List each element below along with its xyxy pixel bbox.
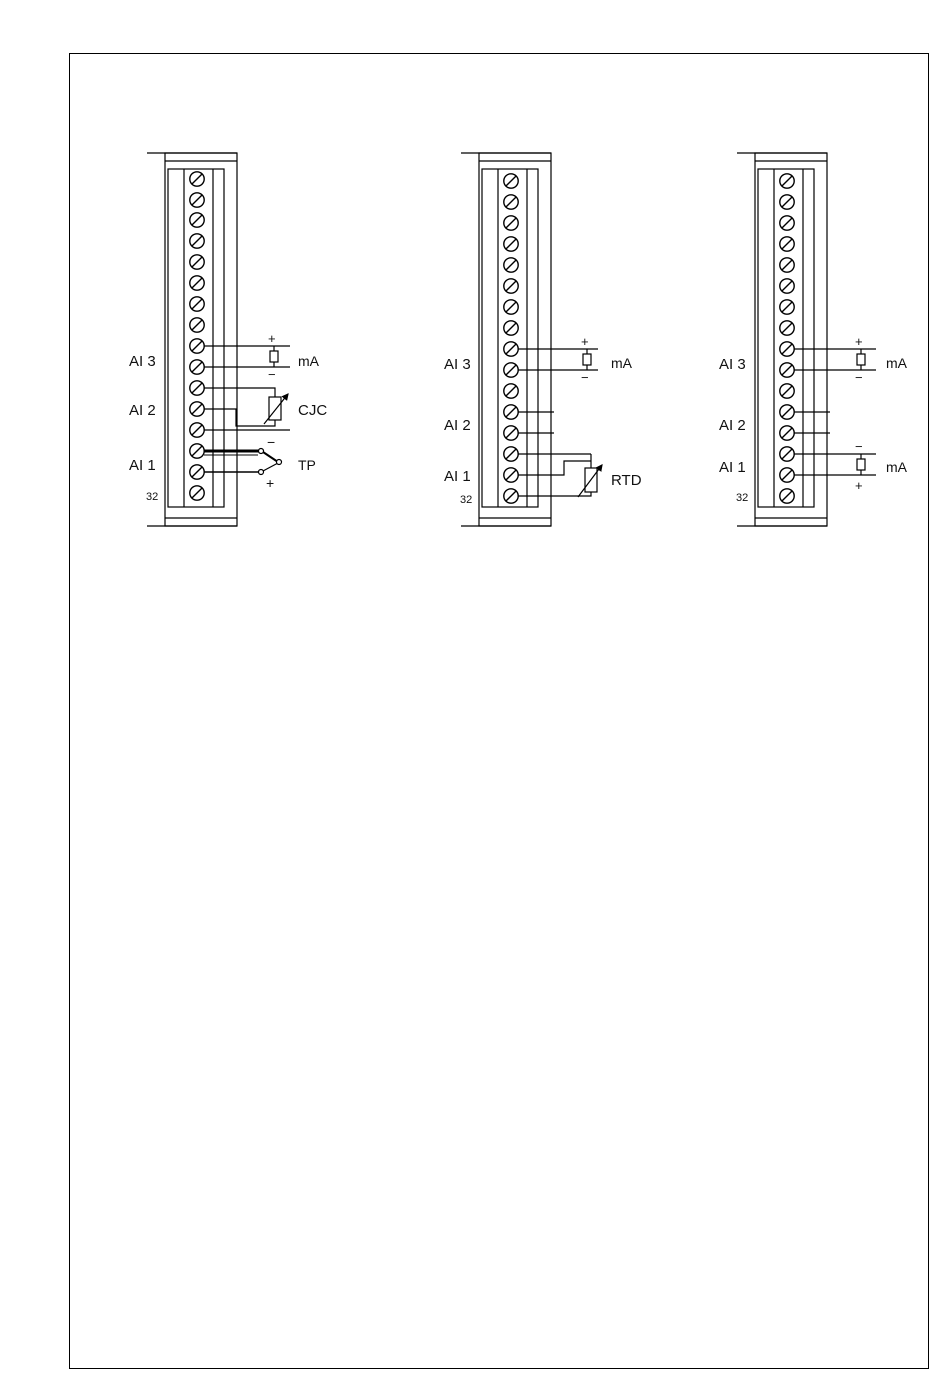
cjc-sensor-wiring [204,388,290,430]
screw-terminals [504,174,518,503]
ma-plus-sign: + [581,334,589,349]
rtd-sensor-wiring [518,454,602,497]
ai2-label: AI 2 [129,402,156,419]
ma-ai1-minus-sign: − [855,439,863,454]
ma-ai1-device-label: mA [886,459,907,475]
pin-number-label: 32 [736,492,749,504]
ma-sensor-wiring [518,349,598,370]
diagram-current-labels [719,334,908,504]
ai3-label: AI 3 [444,356,471,373]
ma-ai3-wiring [794,349,876,370]
ai1-label: AI 1 [444,468,471,485]
ai2-label: AI 2 [444,417,471,434]
tp-device-label: TP [298,457,316,473]
screw-terminals [190,172,204,500]
tp-plus-sign: + [266,475,275,491]
ai3-label: AI 3 [129,353,156,370]
ma-sensor-wiring [204,346,290,367]
diagram-rtd-labels [444,334,642,506]
ai2-open-leads [794,412,830,433]
ma-device-label: mA [298,353,319,369]
ai1-label: AI 1 [719,459,746,476]
ma-minus-sign: − [268,367,276,382]
screw-terminals [780,174,794,503]
ai1-label: AI 1 [129,457,156,474]
rtd-device-label: RTD [611,472,642,489]
diagram-thermocouple-labels [129,331,327,503]
ma-plus-sign: + [268,331,276,346]
ma-ai3-device-label: mA [886,355,907,371]
pin-number-label: 32 [460,494,473,506]
ma-ai3-minus-sign: − [855,370,863,385]
tp-minus-sign: − [267,434,276,450]
ma-device-label: mA [611,355,632,371]
ai2-open-leads [518,412,554,433]
ma-ai1-plus-sign: + [855,478,863,493]
ai3-label: AI 3 [719,356,746,373]
ma-minus-sign: − [581,370,589,385]
ma-ai1-wiring [794,454,876,475]
ai2-label: AI 2 [719,417,746,434]
cjc-device-label: CJC [298,402,328,419]
pin-number-label: 32 [146,491,159,503]
tp-sensor-wiring [204,449,282,475]
ma-ai3-plus-sign: + [855,334,863,349]
